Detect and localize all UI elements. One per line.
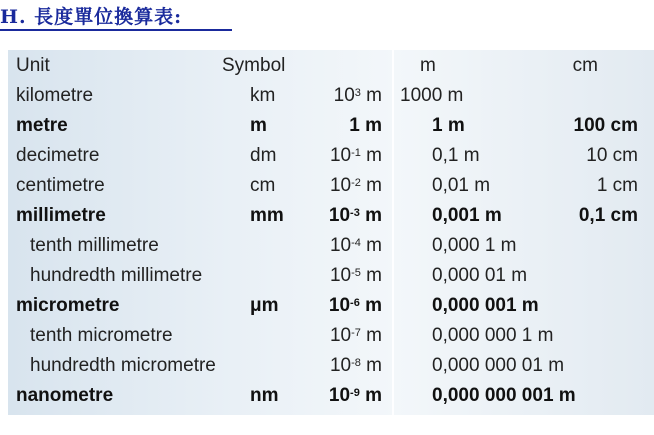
power-base: 10 <box>329 235 352 256</box>
value-in-centimetres: 1 cm <box>596 175 638 196</box>
value-in-metres: 0,000 000 001 m <box>432 385 576 406</box>
unit-name: tenth micrometre <box>30 325 173 346</box>
power-of-ten <box>330 141 382 171</box>
power-of-ten <box>330 261 382 291</box>
power-base: 10 <box>329 355 352 376</box>
table-row <box>8 141 654 171</box>
power-exponent: -9 <box>350 387 360 399</box>
power-unit: m <box>360 85 382 106</box>
unit-symbol: cm <box>250 175 276 196</box>
table-row <box>8 291 654 321</box>
power-base: 10 <box>328 205 351 226</box>
power-of-ten <box>329 381 382 411</box>
power-unit: m <box>359 115 382 136</box>
value-in-metres: 0,01 m <box>432 175 491 196</box>
power-base: 10 <box>329 265 352 286</box>
unit-name: micrometre <box>16 295 120 316</box>
power-unit: m <box>360 175 382 196</box>
value-in-metres: 0,000 001 m <box>432 295 539 316</box>
value-in-metres: 0,000 1 m <box>432 235 517 256</box>
unit-conversion-table <box>8 50 654 415</box>
unit-name: hundredth micrometre <box>30 355 216 376</box>
power-base: 1 <box>349 115 360 136</box>
header-cm: cm <box>572 55 598 76</box>
power-exponent: -4 <box>351 237 361 249</box>
table-row <box>8 171 654 201</box>
power-of-ten <box>330 321 382 351</box>
unit-name: centimetre <box>16 175 105 196</box>
power-exponent: -8 <box>351 357 361 369</box>
page-heading <box>0 2 260 32</box>
unit-symbol: m <box>250 115 267 136</box>
power-exponent: -6 <box>350 297 360 309</box>
power-base: 10 <box>328 295 351 316</box>
power-unit: m <box>360 235 382 256</box>
power-base: 10 <box>329 325 352 346</box>
value-in-metres: 0,000 000 1 m <box>432 325 554 346</box>
unit-name: tenth millimetre <box>30 235 159 256</box>
value-in-metres: 0,000 01 m <box>432 265 528 286</box>
table-row <box>8 201 654 231</box>
value-in-centimetres: 10 cm <box>586 145 638 166</box>
table-row <box>8 81 654 111</box>
heading-text: H. 長度單位換算表: <box>0 6 183 28</box>
header-symbol: Symbol <box>222 55 286 76</box>
power-base: 10 <box>333 85 355 106</box>
value-in-centimetres: 0,1 cm <box>578 205 638 226</box>
value-in-metres: 1000 m <box>400 85 464 106</box>
power-unit: m <box>359 295 382 316</box>
power-exponent: -5 <box>351 267 361 279</box>
power-base: 10 <box>329 145 352 166</box>
power-base: 10 <box>329 175 352 196</box>
power-unit: m <box>359 385 382 406</box>
power-of-ten <box>329 291 382 321</box>
power-exponent: 3 <box>354 87 361 99</box>
table-row <box>8 381 654 411</box>
power-unit: m <box>360 145 382 166</box>
value-in-metres: 0,001 m <box>432 205 502 226</box>
unit-symbol: mm <box>250 205 284 226</box>
power-of-ten <box>330 171 382 201</box>
power-base: 10 <box>328 385 351 406</box>
power-unit: m <box>360 325 382 346</box>
power-exponent: -3 <box>350 207 360 219</box>
table-header-row <box>8 51 654 81</box>
header-m: m <box>420 55 436 76</box>
table-row <box>8 261 654 291</box>
power-of-ten <box>329 201 382 231</box>
unit-name: hundredth millimetre <box>30 265 203 286</box>
unit-name: metre <box>16 115 68 136</box>
unit-symbol: nm <box>250 385 279 406</box>
value-in-centimetres: 100 cm <box>573 115 638 136</box>
heading-underline <box>0 29 232 31</box>
unit-name: decimetre <box>16 145 100 166</box>
power-of-ten <box>330 231 382 261</box>
unit-name: nanometre <box>16 385 114 406</box>
table-row <box>8 231 654 261</box>
power-of-ten <box>330 351 382 381</box>
power-exponent: -2 <box>351 177 361 189</box>
power-unit: m <box>360 265 382 286</box>
unit-symbol: μm <box>250 295 279 316</box>
power-unit: m <box>359 205 382 226</box>
power-exponent: -1 <box>351 147 361 159</box>
unit-name: kilometre <box>16 85 94 106</box>
table-row <box>8 351 654 381</box>
power-unit: m <box>360 355 382 376</box>
power-of-ten <box>349 111 382 141</box>
header-unit: Unit <box>16 55 50 76</box>
table-row <box>8 321 654 351</box>
value-in-metres: 0,1 m <box>432 145 480 166</box>
value-in-metres: 1 m <box>432 115 465 136</box>
power-exponent: -7 <box>351 327 361 339</box>
table-row <box>8 111 654 141</box>
value-in-metres: 0,000 000 01 m <box>432 355 565 376</box>
unit-symbol: dm <box>250 145 277 166</box>
power-of-ten <box>334 81 382 111</box>
unit-name: millimetre <box>16 205 106 226</box>
unit-symbol: km <box>250 85 276 106</box>
